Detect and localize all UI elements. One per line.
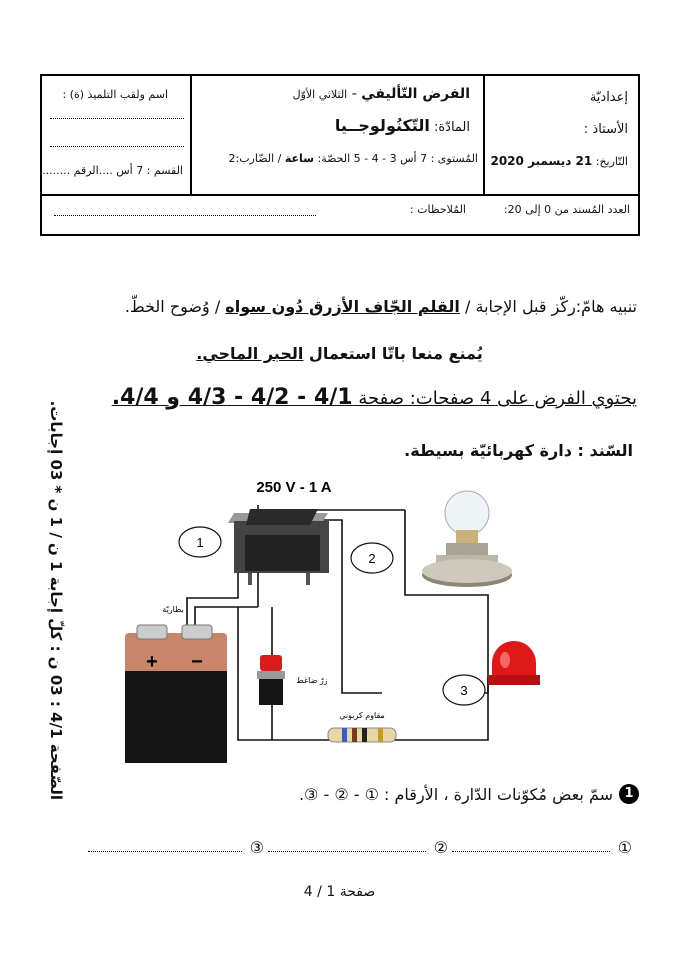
- question-text: سمّ بعض مُكوّنات الدّارة ، الأرقام : ① - ② - ③.: [298, 785, 613, 804]
- circuit-diagram: [100, 465, 580, 765]
- pen-instruction: القلم الجّاف الأزرق دُون سواه: [225, 297, 460, 316]
- instruction-text: يحتوي الفرض على 4 صفحات: صفحة: [352, 388, 637, 409]
- answer-2-marker: ②: [433, 838, 448, 857]
- subject-line: [335, 116, 470, 135]
- divider: [190, 76, 192, 194]
- question-1: [299, 785, 639, 804]
- led: [488, 641, 540, 685]
- test-title: الفرض التّأليفي: [361, 86, 470, 102]
- lamp: [422, 491, 512, 587]
- subject: التّكنُولوجــيا: [334, 116, 430, 135]
- date-label: التّاريخ:: [595, 155, 628, 168]
- answer-lines: [88, 838, 632, 860]
- remarks-field[interactable]: [54, 215, 316, 216]
- level-text: المُستوى : 7 أس 3 - 4 - 5 الحصّة:: [314, 152, 478, 165]
- date-line: [490, 154, 628, 168]
- marker-1-label: 1: [196, 535, 204, 550]
- student-name-label: اسم ولقب التلميذ (ة) :: [62, 88, 168, 101]
- switch[interactable]: [228, 509, 329, 585]
- marker-2-label: 2: [368, 551, 376, 566]
- page-list: 4/1 - 4/2 - 4/3 و 4/4.: [111, 385, 353, 410]
- switch-rating: 250 V - 1 A: [256, 479, 332, 496]
- answer-1-field[interactable]: [452, 851, 610, 852]
- answer-2[interactable]: [268, 838, 448, 858]
- marker-1: [179, 527, 221, 557]
- answer-2-field[interactable]: [268, 851, 426, 852]
- student-class-label: القسم : 7 أس ....الرقم ........: [42, 164, 183, 177]
- answer-1-marker: ①: [617, 838, 632, 857]
- student-name-field-2[interactable]: [50, 146, 184, 147]
- button-label: زرّ ضاغط: [296, 676, 328, 685]
- divider: [483, 76, 485, 194]
- answer-1[interactable]: [452, 838, 632, 858]
- marker-2: [351, 543, 393, 573]
- instruction-line-1: [125, 297, 637, 316]
- divider: [42, 194, 638, 196]
- grade-label: العدد المُسند من 0 إلى 20:: [503, 203, 630, 216]
- instruction-text-end: / وُضوح الخطّ.: [124, 297, 226, 316]
- svg-text:−: −: [191, 651, 203, 673]
- resistor-label: مقاوم كربوني: [339, 711, 385, 720]
- battery: [125, 625, 227, 763]
- answer-3-field[interactable]: [88, 851, 242, 852]
- student-name-field[interactable]: [50, 118, 184, 119]
- resistor: [328, 728, 396, 742]
- ink-warning: الحبر الماحي.: [196, 344, 304, 363]
- answer-3-marker: ③: [249, 838, 264, 857]
- instruction-line-3: [112, 385, 637, 410]
- question-number: 1: [619, 784, 639, 804]
- svg-text:+: +: [146, 651, 158, 673]
- answer-3[interactable]: [88, 838, 264, 858]
- push-button: [257, 655, 285, 705]
- title-dash: -: [351, 86, 357, 102]
- remarks-label: المُلاحظات :: [409, 203, 466, 216]
- header-table: [40, 74, 640, 236]
- wires: [187, 505, 488, 740]
- page-number: صفحة 1 / 4: [303, 884, 376, 900]
- document-title: السّند : دارة كهربائيّة بسيطة.: [404, 441, 633, 460]
- instruction-text: تنبيه هامّ:ركّز قبل الإجابة /: [459, 297, 637, 316]
- marker-3-label: 3: [460, 683, 468, 698]
- school-label: إعداديّة: [589, 90, 628, 105]
- term: الثلاثي الأوّل: [292, 88, 348, 101]
- teacher-label: الأستاذ :: [583, 122, 628, 137]
- duration: ساعة: [284, 152, 315, 165]
- instruction-line-2: [0, 344, 679, 363]
- date-value: 21 ديسمبر 2020: [490, 154, 593, 168]
- level-line: [229, 152, 479, 165]
- test-title-line: [293, 86, 470, 102]
- subject-label: المادّة:: [433, 120, 470, 135]
- battery-label: بطاريّة: [162, 605, 184, 614]
- side-note: الصّفحة 4/1 : 03 ن : كلّ إجابة 1 ن / 1 ن * 03 إجابات.: [47, 400, 65, 800]
- marker-3: [443, 675, 485, 705]
- instruction-text: يُمنع منعا باتّا استعمال: [303, 344, 483, 363]
- coef-text: / الضّارب:2: [228, 152, 285, 165]
